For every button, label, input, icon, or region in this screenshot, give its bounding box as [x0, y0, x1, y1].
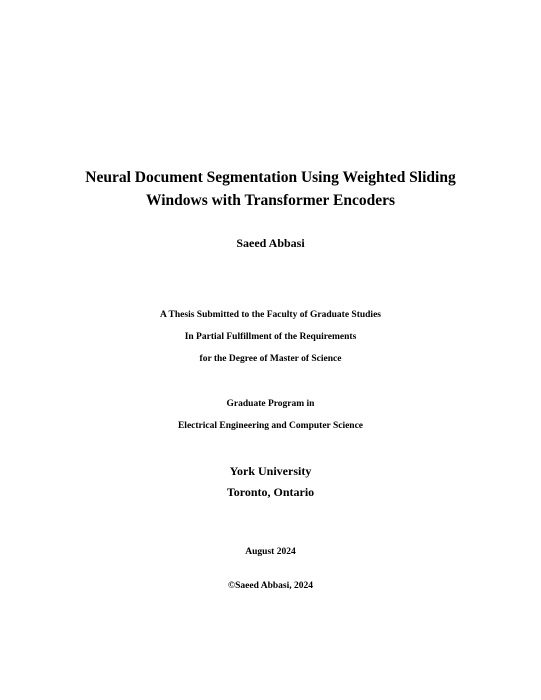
program-line-1: Graduate Program in [226, 399, 315, 409]
submission-date: August 2024 [245, 547, 296, 557]
submission-line-2: In Partial Fulfillment of the Requirements [184, 332, 357, 342]
copyright-notice: ©Saeed Abbasi, 2024 [228, 581, 313, 591]
university-location: Toronto, Ontario [226, 485, 315, 499]
university-name: York University [229, 464, 312, 478]
submission-line-3: for the Degree of Master of Science [199, 354, 342, 364]
thesis-title-line-2: Windows with Transformer Encoders [145, 192, 396, 209]
program-line-2: Electrical Engineering and Computer Science [177, 421, 364, 431]
thesis-title-line-1: Neural Document Segmentation Using Weighted Sliding [85, 169, 456, 186]
author-name: Saeed Abbasi [236, 236, 305, 250]
submission-line-1: A Thesis Submitted to the Faculty of Graduate Studies [160, 310, 381, 320]
